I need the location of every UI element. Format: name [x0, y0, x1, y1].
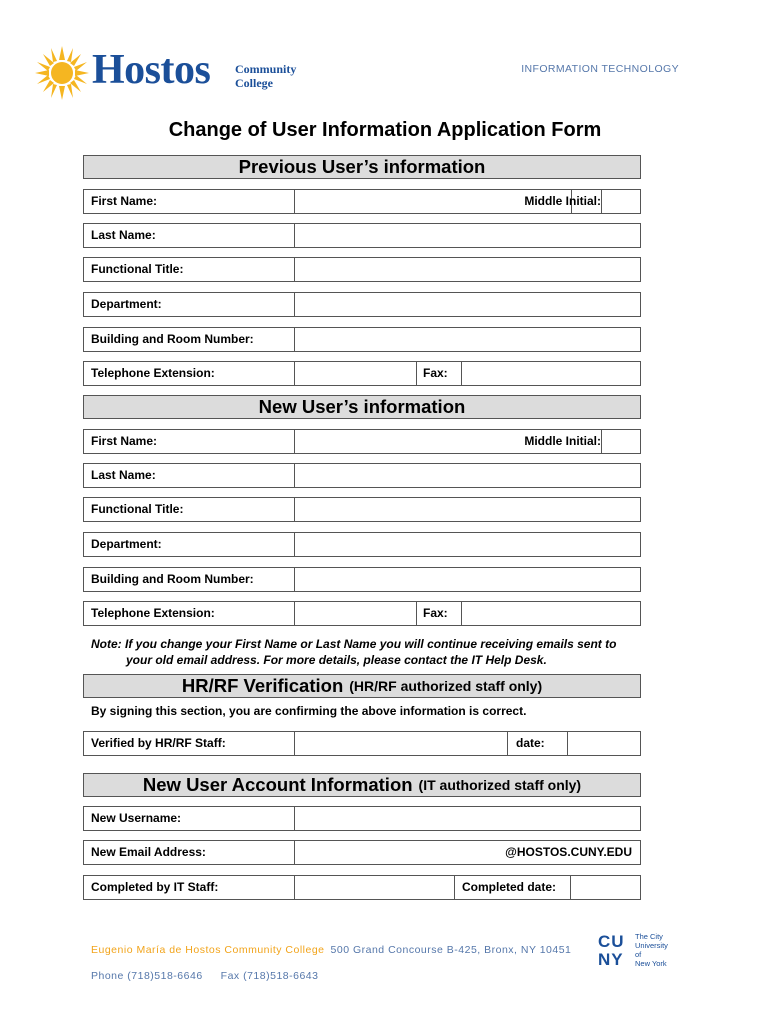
hr-heading-text: HR/RF Verification — [181, 675, 344, 696]
new-username-row — [83, 806, 641, 831]
hr-heading-sub: (HR/RF authorized staff only) — [349, 678, 543, 694]
department-header: INFORMATION TECHNOLOGY — [521, 63, 679, 75]
prev-last-name-field[interactable] — [294, 224, 640, 247]
footer-fax: Fax (718)518-6643 — [220, 970, 319, 982]
account-heading-sub: (IT authorized staff only) — [418, 777, 582, 793]
new-email-field[interactable] — [294, 841, 640, 864]
cuny-wordmark-1: The City — [635, 932, 663, 941]
hr-date-label: date: — [516, 736, 545, 750]
new-email-label: New Email Address: — [91, 845, 206, 859]
footer-college-name: Eugenio María de Hostos Community College — [91, 944, 325, 956]
new-building-field[interactable] — [294, 568, 640, 591]
cuny-wordmark-4: New York — [635, 959, 667, 968]
college-wordmark-college: College — [235, 76, 273, 90]
new-username-field[interactable] — [294, 807, 640, 830]
new-last-name-label: Last Name: — [91, 468, 156, 482]
new-building-label: Building and Room Number: — [91, 572, 254, 586]
completed-by-field[interactable] — [294, 876, 454, 899]
hr-verification-heading — [83, 674, 641, 698]
new-middle-initial-label: Middle Initial: — [524, 434, 601, 448]
email-change-note — [91, 636, 651, 668]
new-fax-label-cell — [416, 602, 461, 625]
hr-verified-label: Verified by HR/RF Staff: — [91, 736, 226, 750]
new-department-row — [83, 532, 641, 557]
new-telephone-row — [83, 601, 641, 626]
prev-department-field[interactable] — [294, 293, 640, 316]
new-telephone-field[interactable] — [294, 602, 416, 625]
cuny-logo — [597, 932, 677, 972]
prev-middle-initial-field[interactable] — [601, 190, 640, 213]
prev-middle-initial-label: Middle Initial: — [524, 194, 601, 208]
prev-building-field[interactable] — [294, 328, 640, 351]
account-heading-text: New User Account Information — [142, 774, 413, 795]
prev-fax-label-cell — [416, 362, 461, 385]
cuny-mark-bottom: NY — [598, 950, 624, 969]
footer-address: 500 Grand Concourse B-425, Bronx, NY 10451 — [330, 944, 572, 956]
new-email-row — [83, 840, 641, 865]
cuny-wordmark-3: of — [635, 950, 642, 959]
new-last-name-field[interactable] — [294, 464, 640, 487]
new-username-label: New Username: — [91, 811, 182, 825]
new-department-field[interactable] — [294, 533, 640, 556]
prev-functional-title-label: Functional Title: — [91, 262, 184, 276]
new-department-label: Department: — [91, 537, 162, 551]
note-line-2: your old email address. For more details, please contact the IT Help Desk. — [126, 653, 547, 667]
college-wordmark-community: Community — [235, 62, 297, 76]
new-fax-label: Fax: — [423, 606, 448, 620]
cuny-wordmark-2: University — [635, 941, 668, 950]
prev-telephone-row — [83, 361, 641, 386]
prev-functional-title-row — [83, 257, 641, 282]
hr-date-field[interactable] — [567, 732, 640, 755]
hr-date-label-cell — [507, 732, 567, 755]
prev-department-label: Department: — [91, 297, 162, 311]
prev-telephone-field[interactable] — [294, 362, 416, 385]
new-last-name-row — [83, 463, 641, 488]
hostos-logo — [34, 44, 314, 104]
completed-date-field[interactable] — [570, 876, 640, 899]
new-functional-title-field[interactable] — [294, 498, 640, 521]
hr-confirm-text: By signing this section, you are confirming the above information is correct. — [91, 704, 527, 718]
prev-last-name-label: Last Name: — [91, 228, 156, 242]
new-functional-title-row — [83, 497, 641, 522]
prev-building-row — [83, 327, 641, 352]
prev-last-name-row — [83, 223, 641, 248]
prev-fax-field[interactable] — [461, 362, 640, 385]
footer-contact-line — [91, 970, 318, 982]
prev-first-name-row — [83, 189, 641, 214]
previous-user-heading — [83, 155, 641, 179]
note-line-1: Note: If you change your First Name or Last Name you will continue receiving emails sent to — [91, 637, 617, 651]
prev-building-label: Building and Room Number: — [91, 332, 254, 346]
footer-phone: Phone (718)518-6646 — [91, 970, 203, 982]
completed-by-label: Completed by IT Staff: — [91, 880, 219, 894]
prev-first-name-label: First Name: — [91, 194, 158, 208]
prev-functional-title-field[interactable] — [294, 258, 640, 281]
new-functional-title-label: Functional Title: — [91, 502, 184, 516]
new-telephone-label: Telephone Extension: — [91, 606, 215, 620]
completed-date-label: Completed date: — [462, 880, 557, 894]
new-user-heading — [83, 395, 641, 419]
completed-date-label-cell — [454, 876, 570, 899]
email-domain-suffix: @HOSTOS.CUNY.EDU — [505, 845, 632, 859]
hr-verified-row — [83, 731, 641, 756]
cuny-wordmark — [635, 932, 668, 968]
hr-verified-field[interactable] — [294, 732, 507, 755]
prev-department-row — [83, 292, 641, 317]
new-first-name-row — [83, 429, 641, 454]
new-building-row — [83, 567, 641, 592]
sun-icon — [34, 44, 92, 102]
prev-telephone-label: Telephone Extension: — [91, 366, 215, 380]
cuny-mark-top: CU — [598, 932, 625, 951]
new-fax-field[interactable] — [461, 602, 640, 625]
account-info-heading — [83, 773, 641, 797]
previous-user-heading-text: Previous User’s information — [238, 156, 486, 177]
cuny-mark — [597, 932, 627, 970]
footer-address-line — [91, 944, 571, 956]
new-first-name-label: First Name: — [91, 434, 158, 448]
completed-by-row — [83, 875, 641, 900]
new-user-heading-text: New User’s information — [258, 396, 466, 417]
new-middle-initial-field[interactable] — [601, 430, 640, 453]
prev-fax-label: Fax: — [423, 366, 448, 380]
college-wordmark: Hostos — [92, 47, 211, 93]
form-title: Change of User Information Application Form — [168, 119, 602, 141]
